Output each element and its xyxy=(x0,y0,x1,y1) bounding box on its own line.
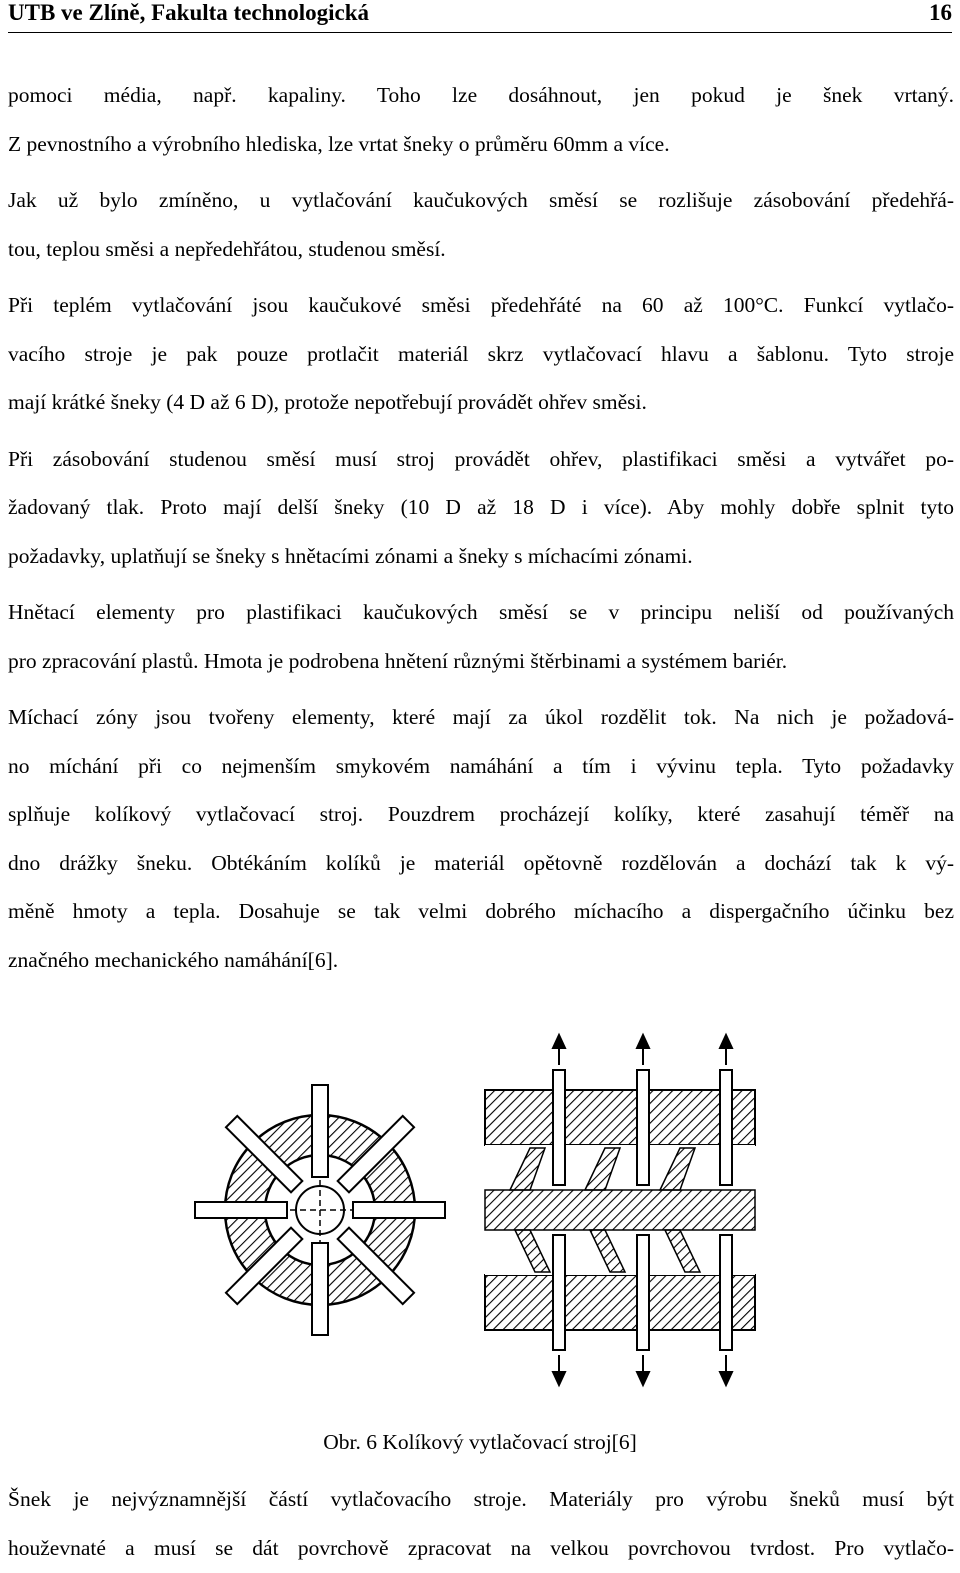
text-line: houževnaté a musí se dát povrchově zpracovat na velkou povrchovou tvrdost. Pro vytlačo- xyxy=(8,1525,954,1573)
text-line: Z pevnostního a výrobního hlediska, lze vrtat šneky o průměru 60mm a více. xyxy=(8,120,954,169)
body-text-bottom xyxy=(8,1476,954,1573)
paragraph xyxy=(8,71,954,168)
paragraph xyxy=(8,435,954,581)
text-line: Při teplém vytlačování jsou kaučukové směsi předehřáté na 60 až 100°C. Funkcí vytlačo- xyxy=(8,281,954,330)
text-line: vacího stroje je pak pouze protlačit materiál skrz vytlačovací hlavu a šablonu. Tyto stroje xyxy=(8,330,954,379)
text-line: mají krátké šneky (4 D až 6 D), protože nepotřebují provádět ohřev směsi. xyxy=(8,378,954,427)
text-line: Jak už bylo zmíněno, u vytlačování kaučukových směsí se rozlišuje zásobování předehřá- xyxy=(8,176,954,225)
pin-extruder-figure xyxy=(0,1030,960,1410)
text-line: Hnětací elementy pro plastifikaci kaučukových směsí se v principu neliší od používaných xyxy=(8,588,954,637)
header-title: UTB ve Zlíně, Fakulta technologická xyxy=(8,0,369,26)
text-line: žadovaný tlak. Proto mají delší šneky (10 D až 18 D i více). Aby mohly dobře splnit tyto xyxy=(8,483,954,532)
text-line: Míchací zóny jsou tvořeny elementy, které mají za úkol rozdělit tok. Na nich je požadová- xyxy=(8,693,954,742)
text-line: měně hmoty a tepla. Dosahuje se tak velmi dobrého míchacího a dispergačního účinku bez xyxy=(8,887,954,936)
text-line: dno drážky šneku. Obtékáním kolíků je materiál opětovně rozdělován a dochází tak k vý- xyxy=(8,839,954,888)
body-text xyxy=(8,71,954,992)
barrel-cross-section xyxy=(195,1085,445,1335)
figure-caption: Obr. 6 Kolíkový vytlačovací stroj[6] xyxy=(0,1424,960,1460)
paragraph xyxy=(8,588,954,685)
page-number: 16 xyxy=(929,0,952,26)
text-line: tou, teplou směsi a nepředehřátou, studenou směsí. xyxy=(8,225,954,274)
text-line: no míchání při co nejmenším smykovém namáhání a tím i vývinu tepla. Tyto požadavky xyxy=(8,742,954,791)
page-header xyxy=(8,0,952,33)
paragraph xyxy=(8,281,954,427)
barrel-longitudinal-section xyxy=(485,1035,755,1385)
paragraph xyxy=(8,176,954,273)
text-line: značného mechanického namáhání[6]. xyxy=(8,936,954,985)
text-line: Šnek je nejvýznamnější částí vytlačovacího stroje. Materiály pro výrobu šneků musí být xyxy=(8,1476,954,1525)
text-line: splňuje kolíkový vytlačovací stroj. Pouzdrem procházejí kolíky, které zasahují téměř na xyxy=(8,790,954,839)
text-line: pro zpracování plastů. Hmota je podrobena hnětení různými štěrbinami a systémem bariér. xyxy=(8,637,954,686)
text-line: Při zásobování studenou směsí musí stroj provádět ohřev, plastifikaci směsi a vytvářet po- xyxy=(8,435,954,484)
paragraph xyxy=(8,693,954,984)
text-line: pomoci média, např. kapaliny. Toho lze dosáhnout, jen pokud je šnek vrtaný. xyxy=(8,71,954,120)
text-line: požadavky, uplatňují se šneky s hnětacími zónami a šneky s míchacími zónami. xyxy=(8,532,954,581)
